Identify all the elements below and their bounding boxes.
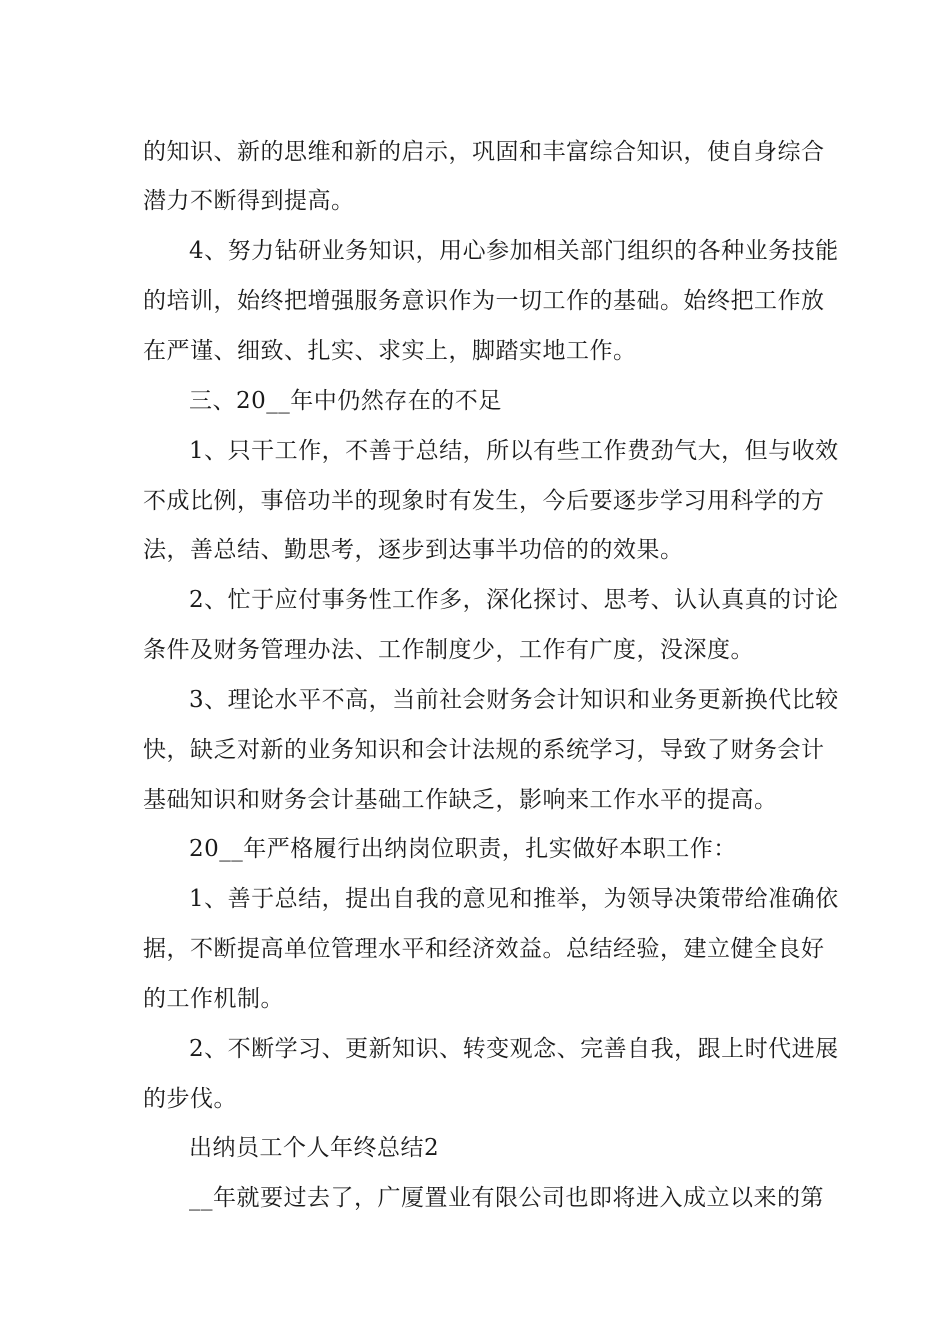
text-line: 4、努力钻研业务知识，用心参加相关部门组织的各种业务技能 [189,238,839,264]
text-line: __年就要过去了，广厦置业有限公司也即将进入成立以来的第 [189,1185,824,1211]
text-line: 在严谨、细致、扎实、求实上，脚踏实地工作。 [143,338,637,364]
text-line: 3、理论水平不高，当前社会财务会计知识和业务更新换代比较 [189,687,839,713]
text-line: 2、不断学习、更新知识、转变观念、完善自我，跟上时代进展 [189,1036,839,1062]
text-line: 的工作机制。 [143,986,284,1012]
text-line: 1、只干工作，不善于总结，所以有些工作费劲气大，但与收效 [189,438,839,464]
section-heading: 三、20__年中仍然存在的不足 [189,388,502,414]
text-line: 的步伐。 [143,1086,237,1112]
text-line: 条件及财务管理办法、工作制度少，工作有广度，没深度。 [143,637,754,663]
text-line: 据，不断提高单位管理水平和经济效益。总结经验，建立健全良好 [143,936,825,962]
text-line: 的知识、新的思维和新的启示，巩固和丰富综合知识，使自身综合 [143,139,825,165]
text-line: 法，善总结、勤思考，逐步到达事半功倍的的效果。 [143,537,684,563]
text-line: 2、忙于应付事务性工作多，深化探讨、思考、认认真真的讨论 [189,587,839,613]
text-line: 不成比例，事倍功半的现象时有发生，今后要逐步学习用科学的方 [143,488,825,514]
text-line: 快，缺乏对新的业务知识和会计法规的系统学习，导致了财务会计 [143,737,825,763]
text-line: 1、善于总结，提出自我的意见和推举，为领导决策带给准确依 [189,886,839,912]
text-line: 的培训，始终把增强服务意识作为一切工作的基础。始终把工作放 [143,288,825,314]
text-line: 基础知识和财务会计基础工作缺乏，影响来工作水平的提高。 [143,787,778,813]
text-line: 潜力不断得到提高。 [143,188,355,214]
section-heading: 出纳员工个人年终总结2 [189,1135,440,1161]
text-line: 20__年严格履行出纳岗位职责，扎实做好本职工作： [189,836,737,862]
